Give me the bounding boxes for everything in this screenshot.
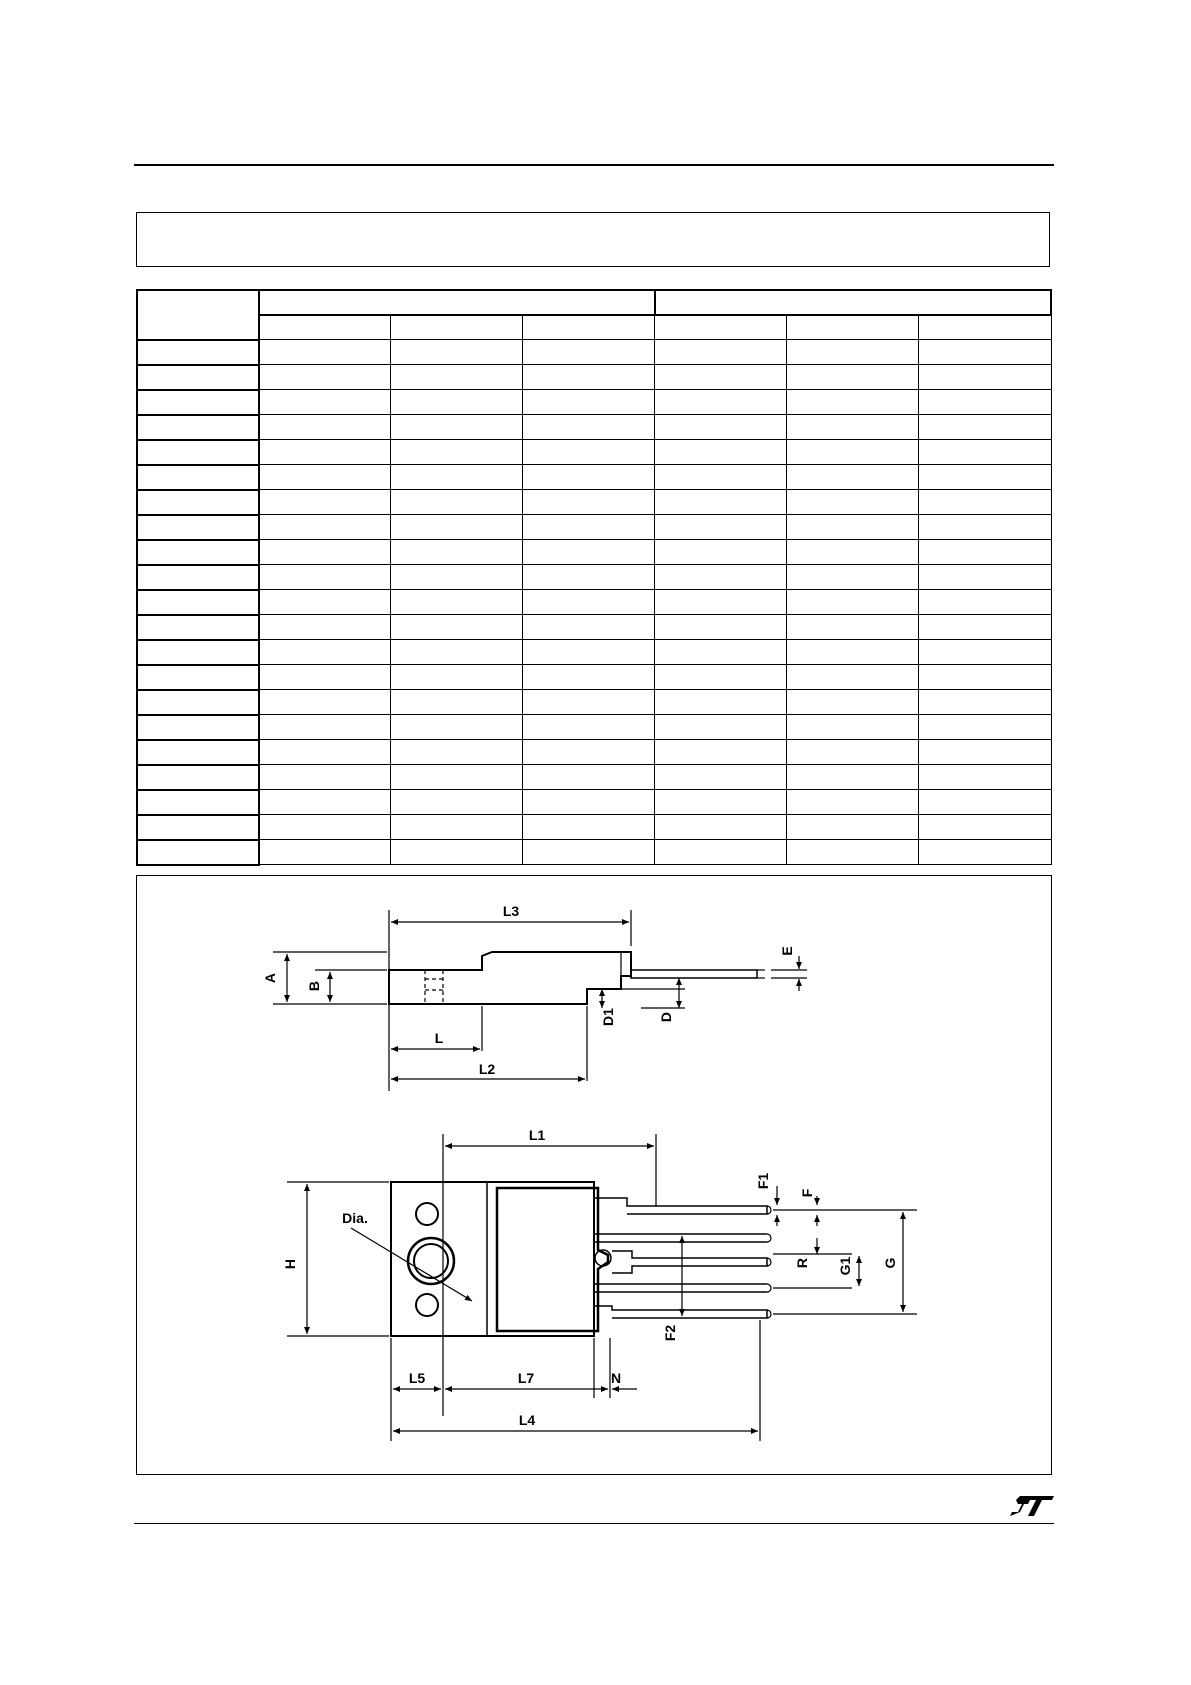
dim-name-cell bbox=[137, 465, 259, 490]
dim-label-N: N bbox=[610, 1370, 622, 1386]
dim-value-cell bbox=[523, 840, 655, 865]
sub-header-cell bbox=[655, 315, 787, 340]
dim-value-cell bbox=[259, 490, 391, 515]
dim-value-cell bbox=[259, 715, 391, 740]
dim-value-cell bbox=[523, 690, 655, 715]
dim-name-cell bbox=[137, 765, 259, 790]
dim-value-cell bbox=[523, 390, 655, 415]
dim-name-cell bbox=[137, 490, 259, 515]
table-subheader-row bbox=[137, 315, 1051, 340]
dim-value-cell bbox=[655, 840, 787, 865]
table-row bbox=[137, 565, 1051, 590]
dim-value-cell bbox=[391, 390, 523, 415]
dim-value-cell bbox=[919, 640, 1051, 665]
dim-value-cell bbox=[787, 440, 919, 465]
dim-value-cell bbox=[787, 790, 919, 815]
dim-value-cell bbox=[259, 365, 391, 390]
dim-value-cell bbox=[391, 665, 523, 690]
dim-value-cell bbox=[259, 765, 391, 790]
dim-value-cell bbox=[655, 615, 787, 640]
dim-value-cell bbox=[259, 815, 391, 840]
dim-name-cell bbox=[137, 690, 259, 715]
dim-name-cell bbox=[137, 815, 259, 840]
dim-name-cell bbox=[137, 390, 259, 415]
dim-value-cell bbox=[919, 490, 1051, 515]
dim-value-cell bbox=[787, 390, 919, 415]
dim-value-cell bbox=[655, 440, 787, 465]
dim-value-cell bbox=[523, 465, 655, 490]
dim-value-cell bbox=[523, 415, 655, 440]
dim-label-G: G bbox=[882, 1257, 898, 1269]
dim-value-cell bbox=[787, 665, 919, 690]
dim-value-cell bbox=[523, 490, 655, 515]
dim-label-D: D bbox=[658, 1011, 674, 1023]
dim-value-cell bbox=[523, 615, 655, 640]
dim-value-cell bbox=[523, 540, 655, 565]
dim-value-cell bbox=[655, 340, 787, 365]
dim-value-cell bbox=[655, 640, 787, 665]
dim-value-cell bbox=[259, 515, 391, 540]
dim-value-cell bbox=[523, 565, 655, 590]
dim-value-cell bbox=[787, 515, 919, 540]
side-view bbox=[273, 910, 807, 1091]
dim-value-cell bbox=[391, 740, 523, 765]
st-logo-icon bbox=[1008, 1494, 1056, 1518]
dim-value-cell bbox=[391, 440, 523, 465]
dim-value-cell bbox=[787, 340, 919, 365]
table-row bbox=[137, 540, 1051, 565]
table-row bbox=[137, 715, 1051, 740]
dim-label-L: L bbox=[434, 1030, 444, 1046]
dim-label-F1: F1 bbox=[755, 1172, 771, 1190]
dim-name-cell bbox=[137, 415, 259, 440]
dim-value-cell bbox=[523, 365, 655, 390]
dim-value-cell bbox=[787, 765, 919, 790]
dim-value-cell bbox=[523, 765, 655, 790]
dim-value-cell bbox=[391, 765, 523, 790]
table-row bbox=[137, 465, 1051, 490]
table-row bbox=[137, 815, 1051, 840]
dim-name-cell bbox=[137, 840, 259, 865]
table-row bbox=[137, 740, 1051, 765]
dim-value-cell bbox=[523, 340, 655, 365]
dim-value-cell bbox=[787, 490, 919, 515]
table-row bbox=[137, 415, 1051, 440]
dim-value-cell bbox=[391, 490, 523, 515]
dim-label-H: H bbox=[282, 1258, 298, 1270]
dim-value-cell bbox=[259, 640, 391, 665]
dim-value-cell bbox=[523, 665, 655, 690]
dim-value-cell bbox=[655, 790, 787, 815]
table-header-row bbox=[137, 290, 1051, 315]
dim-value-cell bbox=[259, 690, 391, 715]
package-drawing bbox=[136, 875, 1052, 1475]
dim-label-L4: L4 bbox=[518, 1412, 536, 1428]
table-row bbox=[137, 665, 1051, 690]
table-row bbox=[137, 640, 1051, 665]
dim-value-cell bbox=[259, 440, 391, 465]
dim-value-cell bbox=[919, 715, 1051, 740]
dim-label-R: R bbox=[794, 1257, 810, 1269]
dim-value-cell bbox=[919, 440, 1051, 465]
dim-value-cell bbox=[391, 340, 523, 365]
dim-value-cell bbox=[259, 615, 391, 640]
dim-value-cell bbox=[655, 390, 787, 415]
dim-value-cell bbox=[391, 590, 523, 615]
dim-value-cell bbox=[787, 365, 919, 390]
sub-header-cell bbox=[787, 315, 919, 340]
table-row bbox=[137, 765, 1051, 790]
table-row bbox=[137, 840, 1051, 865]
dim-value-cell bbox=[259, 840, 391, 865]
dim-value-cell bbox=[655, 590, 787, 615]
dim-value-cell bbox=[391, 715, 523, 740]
dim-label-D1: D1 bbox=[600, 1008, 616, 1026]
dim-value-cell bbox=[259, 565, 391, 590]
dimensions-table bbox=[136, 289, 1052, 853]
dim-value-cell bbox=[523, 440, 655, 465]
dim-label-G1: G1 bbox=[837, 1256, 853, 1276]
dim-value-cell bbox=[919, 390, 1051, 415]
dim-name-cell bbox=[137, 340, 259, 365]
dim-value-cell bbox=[259, 540, 391, 565]
dim-value-cell bbox=[919, 665, 1051, 690]
dim-value-cell bbox=[787, 640, 919, 665]
table-row bbox=[137, 790, 1051, 815]
dim-value-cell bbox=[919, 515, 1051, 540]
dim-label-E: E bbox=[779, 946, 795, 956]
dim-name-cell bbox=[137, 790, 259, 815]
dim-name-cell bbox=[137, 540, 259, 565]
dim-value-cell bbox=[655, 665, 787, 690]
dim-value-cell bbox=[259, 415, 391, 440]
dim-value-cell bbox=[787, 815, 919, 840]
dim-value-cell bbox=[259, 340, 391, 365]
dim-value-cell bbox=[919, 790, 1051, 815]
dim-value-cell bbox=[655, 690, 787, 715]
dim-label-L5: L5 bbox=[408, 1370, 426, 1386]
dim-value-cell bbox=[523, 640, 655, 665]
dim-name-cell bbox=[137, 740, 259, 765]
dim-value-cell bbox=[391, 640, 523, 665]
table-row bbox=[137, 440, 1051, 465]
dim-value-cell bbox=[655, 515, 787, 540]
dim-value-cell bbox=[919, 365, 1051, 390]
dim-value-cell bbox=[523, 515, 655, 540]
dim-label-F2: F2 bbox=[662, 1324, 678, 1342]
dim-value-cell bbox=[523, 815, 655, 840]
sub-header-cell bbox=[259, 315, 391, 340]
dim-name-cell bbox=[137, 440, 259, 465]
dim-value-cell bbox=[259, 665, 391, 690]
dim-value-cell bbox=[259, 740, 391, 765]
dim-value-cell bbox=[919, 415, 1051, 440]
dim-value-cell bbox=[655, 465, 787, 490]
dim-value-cell bbox=[391, 690, 523, 715]
dim-value-cell bbox=[655, 540, 787, 565]
dim-value-cell bbox=[391, 465, 523, 490]
dim-value-cell bbox=[523, 590, 655, 615]
dim-value-cell bbox=[655, 740, 787, 765]
table-row bbox=[137, 515, 1051, 540]
package-outline-svg bbox=[137, 876, 1053, 1476]
footer-rule bbox=[134, 1523, 1054, 1524]
dim-name-cell bbox=[137, 365, 259, 390]
dim-value-cell bbox=[259, 790, 391, 815]
dimensions-grid bbox=[136, 289, 1052, 866]
dim-value-cell bbox=[523, 790, 655, 815]
table-row bbox=[137, 365, 1051, 390]
dim-value-cell bbox=[655, 815, 787, 840]
dim-value-cell bbox=[787, 415, 919, 440]
table-row bbox=[137, 615, 1051, 640]
dim-value-cell bbox=[787, 690, 919, 715]
dim-value-cell bbox=[787, 715, 919, 740]
dim-value-cell bbox=[787, 590, 919, 615]
table-row bbox=[137, 590, 1051, 615]
dim-label-L3: L3 bbox=[502, 903, 520, 919]
dim-name-cell bbox=[137, 665, 259, 690]
dim-name-cell bbox=[137, 615, 259, 640]
sub-header-cell bbox=[919, 315, 1051, 340]
dim-value-cell bbox=[919, 615, 1051, 640]
dim-value-cell bbox=[259, 465, 391, 490]
dim-label-dia: Dia. bbox=[342, 1210, 368, 1226]
table-row bbox=[137, 690, 1051, 715]
dim-value-cell bbox=[655, 715, 787, 740]
dim-label-L7: L7 bbox=[517, 1370, 535, 1386]
dim-name-cell bbox=[137, 640, 259, 665]
dim-value-cell bbox=[919, 590, 1051, 615]
dim-label-L1: L1 bbox=[528, 1127, 546, 1143]
table-row bbox=[137, 490, 1051, 515]
dim-value-cell bbox=[391, 615, 523, 640]
dim-value-cell bbox=[919, 565, 1051, 590]
dim-value-cell bbox=[919, 740, 1051, 765]
dim-value-cell bbox=[391, 565, 523, 590]
dim-value-cell bbox=[655, 490, 787, 515]
dim-value-cell bbox=[919, 465, 1051, 490]
sub-header-cell bbox=[391, 315, 523, 340]
dim-value-cell bbox=[919, 815, 1051, 840]
dim-value-cell bbox=[787, 565, 919, 590]
dim-value-cell bbox=[259, 590, 391, 615]
dim-value-cell bbox=[391, 365, 523, 390]
table-row bbox=[137, 340, 1051, 365]
dim-value-cell bbox=[655, 365, 787, 390]
dim-value-cell bbox=[259, 390, 391, 415]
unit-group-header bbox=[655, 290, 1051, 315]
dim-value-cell bbox=[787, 840, 919, 865]
dim-label-B: B bbox=[306, 980, 322, 992]
dim-value-cell bbox=[919, 765, 1051, 790]
dim-value-cell bbox=[919, 690, 1051, 715]
dim-name-cell bbox=[137, 515, 259, 540]
dim-value-cell bbox=[787, 615, 919, 640]
dim-value-cell bbox=[391, 790, 523, 815]
table-row bbox=[137, 390, 1051, 415]
dim-value-cell bbox=[655, 765, 787, 790]
dim-value-cell bbox=[655, 565, 787, 590]
table-title-box bbox=[136, 212, 1050, 267]
unit-group-header bbox=[259, 290, 655, 315]
dim-value-cell bbox=[787, 465, 919, 490]
dim-header-cell bbox=[137, 290, 259, 340]
dim-value-cell bbox=[391, 515, 523, 540]
dim-value-cell bbox=[919, 340, 1051, 365]
dim-name-cell bbox=[137, 565, 259, 590]
dim-value-cell bbox=[787, 740, 919, 765]
dim-name-cell bbox=[137, 715, 259, 740]
dim-value-cell bbox=[523, 740, 655, 765]
dim-value-cell bbox=[391, 540, 523, 565]
dim-value-cell bbox=[391, 840, 523, 865]
dim-value-cell bbox=[655, 415, 787, 440]
dim-label-A: A bbox=[262, 972, 278, 984]
dim-value-cell bbox=[391, 415, 523, 440]
header-rule bbox=[134, 164, 1054, 166]
top-view bbox=[287, 1134, 917, 1441]
dim-value-cell bbox=[787, 540, 919, 565]
dim-name-cell bbox=[137, 590, 259, 615]
dim-value-cell bbox=[523, 715, 655, 740]
dim-label-F: F bbox=[799, 1188, 815, 1198]
dim-value-cell bbox=[919, 840, 1051, 865]
dim-value-cell bbox=[919, 540, 1051, 565]
dim-value-cell bbox=[391, 815, 523, 840]
dim-label-L2: L2 bbox=[478, 1061, 496, 1077]
sub-header-cell bbox=[523, 315, 655, 340]
